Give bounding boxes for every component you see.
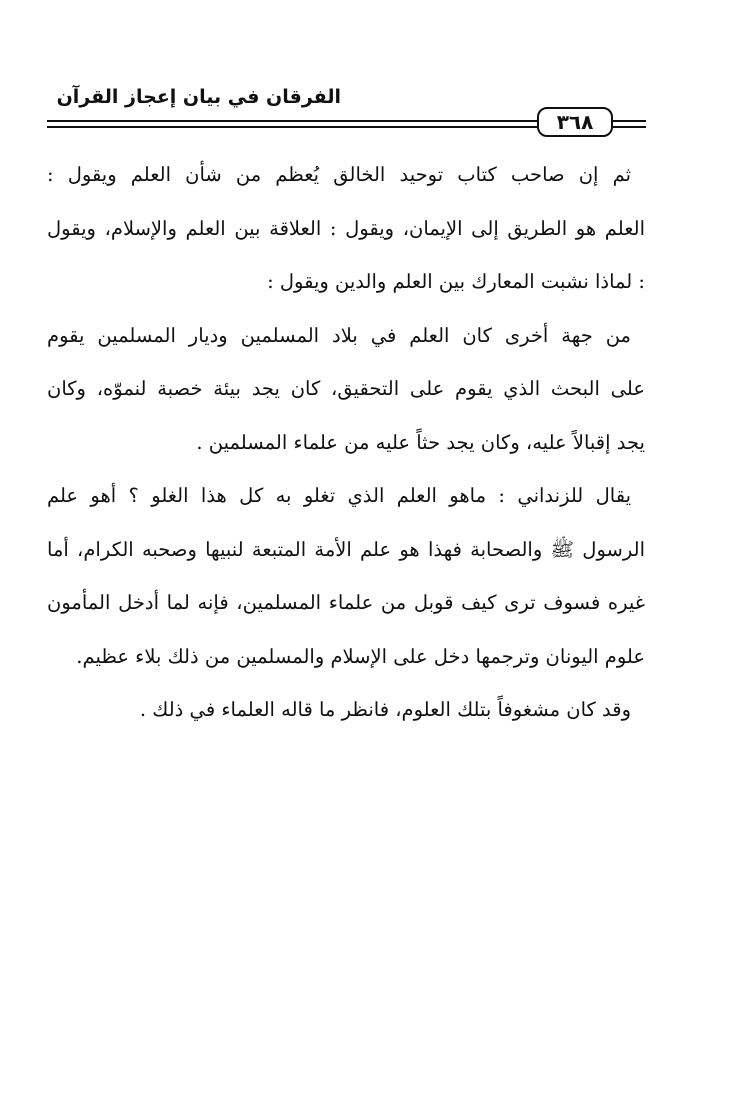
body-text <box>47 148 645 737</box>
header-rule <box>613 120 646 122</box>
page-number: ٣٦٨ <box>537 107 613 137</box>
text-line: الرسول ﷺ والصحابة فهذا هو علم الأمة المتبعة لنبيها وصحبه الكرام، أما <box>47 537 645 561</box>
header-rule <box>613 126 646 128</box>
text-line: يقال للزنداني : ماهو العلم الذي تغلو به كل هذا الغلو ؟ أهو علم <box>47 484 631 507</box>
text-line: يجد إقبالاً عليه، وكان يجد حثاً عليه من علماء المسلمين . <box>196 430 645 454</box>
header-rule <box>47 120 537 122</box>
text-line: العلم هو الطريق إلى الإيمان، ويقول : العلاقة بين العلم والإسلام، ويقول <box>47 216 645 240</box>
text-line: ثم إن صاحب كتاب توحيد الخالق يُعظم من شأن العلم ويقول : <box>47 163 631 186</box>
header-rule <box>47 126 537 128</box>
text-line: علوم اليونان وترجمها دخل على الإسلام والمسلمين من ذلك بلاء عظيم. <box>76 644 645 668</box>
text-line: : لماذا نشبت المعارك بين العلم والدين ويقول : <box>267 270 645 293</box>
text-line: غيره فسوف ترى كيف قوبل من علماء المسلمين، فإنه لما أدخل المأمون <box>47 591 645 614</box>
running-title: الفرقان في بيان إعجاز القرآن <box>56 86 341 108</box>
text-line: وقد كان مشغوفاً بتلك العلوم، فانظر ما قاله العلماء في ذلك . <box>139 698 631 721</box>
text-line: على البحث الذي يقوم على التحقيق، كان يجد بيئة خصبة لنموّه، وكان <box>47 377 645 400</box>
text-line: من جهة أخرى كان العلم في بلاد المسلمين وديار المسلمين يقوم <box>47 323 631 347</box>
